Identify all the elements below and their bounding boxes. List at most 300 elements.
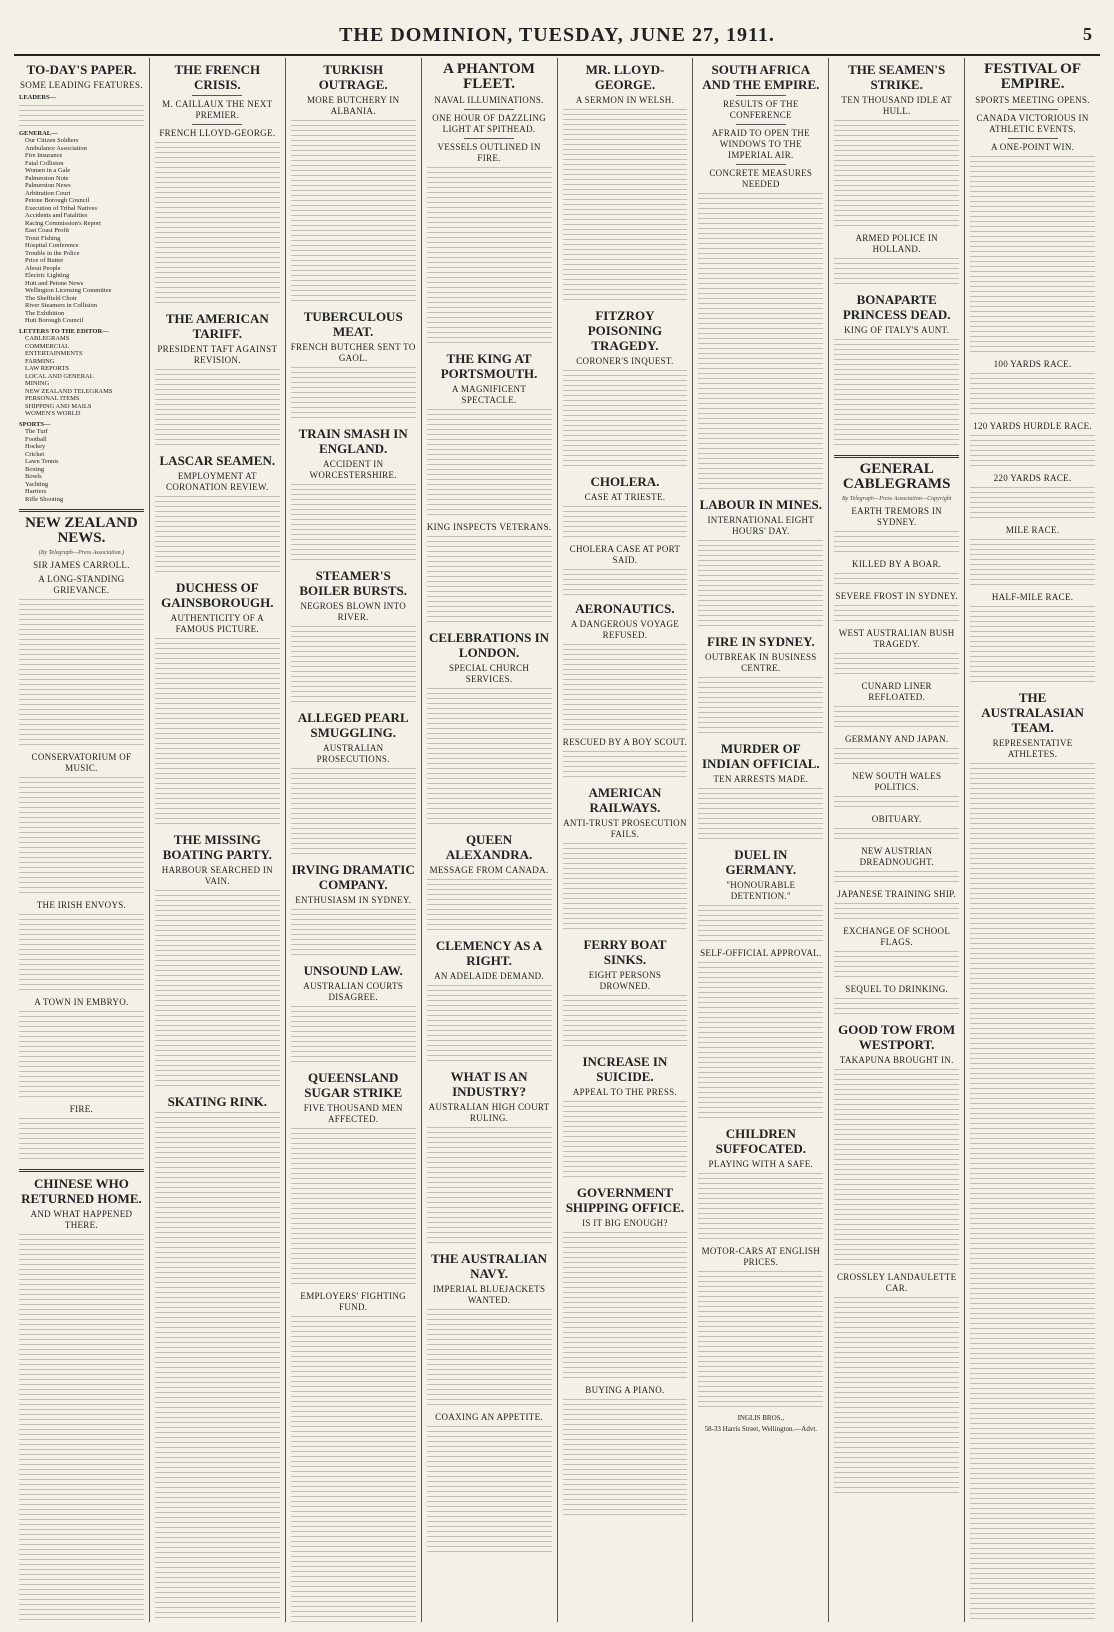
col2-boating-sub: HARBOUR SEARCHED IN VAIN. [161, 865, 273, 886]
article-text [427, 167, 552, 347]
index-item-label: Trout Fishing [25, 234, 61, 242]
index-item [19, 287, 144, 295]
article-text [563, 843, 688, 933]
col5-rescued: RESCUED BY A BOY SCOUT. [562, 737, 688, 747]
index-item-label: Wellington Licensing Committee [25, 287, 112, 294]
column-6 [693, 58, 829, 1622]
article-text [155, 142, 280, 307]
col4-heading: A PHANTOM FLEET. [443, 61, 535, 92]
col6-motor: MOTOR-CARS AT ENGLISH PRICES. [701, 1246, 821, 1267]
index-section [19, 365, 144, 373]
index-section [19, 388, 144, 396]
article-text [698, 788, 823, 843]
article-text [834, 120, 959, 230]
col4-veterans: KING INSPECTS VETERANS. [426, 522, 552, 532]
col4-services: SPECIAL CHURCH SERVICES. [448, 663, 530, 684]
rule [192, 124, 242, 125]
index-item-label: Our Citizen Soldiers [25, 137, 79, 144]
article-text [970, 606, 1095, 686]
index-item [19, 250, 144, 258]
masthead-title: THE DOMINION, TUESDAY, JUNE 27, 1911. [339, 23, 775, 46]
article-text [427, 409, 552, 519]
leaders-text [19, 105, 144, 127]
index-item-label: Fatal Collision [25, 159, 64, 167]
article-text [563, 1101, 688, 1181]
index-item-label: River Steamers in Collision [25, 302, 98, 309]
index-item [19, 302, 144, 310]
col4-message: MESSAGE FROM CANADA. [429, 865, 549, 875]
column-5 [558, 58, 694, 1622]
rule [1008, 109, 1058, 110]
index-section-label: WOMEN'S WORLD [25, 410, 81, 417]
nz-town: A TOWN IN EMBRYO. [34, 997, 129, 1007]
col5-rail-sub: ANTI-TRUST PROSECUTION FAILS. [563, 818, 687, 839]
page-number: 5 [1083, 24, 1092, 44]
index-section-label: LOCAL AND GENERAL [25, 372, 94, 380]
article-text [155, 496, 280, 576]
article-text [291, 626, 416, 706]
index-item-label: The Sheffield Choir [25, 294, 77, 302]
col6-sub2: AFRAID TO OPEN THE WINDOWS TO THE IMPERIAL AIR. [711, 128, 810, 160]
col7-bonaparte-sub: KING OF ITALY'S AUNT. [844, 325, 950, 335]
index-section-label: MINING [25, 380, 50, 387]
rule [464, 138, 514, 139]
article-text [427, 536, 552, 626]
index-item [19, 137, 144, 145]
index-section [19, 380, 144, 388]
index-item [19, 152, 144, 160]
col4-celebrations: CELEBRATIONS IN LONDON. [429, 630, 550, 660]
col5-cholera-sub: CASE AT TRIESTE. [584, 492, 666, 502]
article-text [698, 540, 823, 630]
article-text [19, 1118, 144, 1163]
index-sport-label: Football [25, 435, 47, 443]
index-item [19, 175, 144, 183]
col1-heading: TO-DAY'S PAPER. [26, 62, 137, 77]
col8-hurdle: 120 YARDS HURDLE RACE. [973, 421, 1092, 431]
col7-crossley: CROSSLEY LANDAULETTE CAR. [836, 1272, 957, 1293]
col6-fire: FIRE IN SYDNEY. [707, 634, 815, 649]
col4-navy-sub: IMPERIAL BLUEJACKETS WANTED. [432, 1284, 546, 1305]
col5-port-said: CHOLERA CASE AT PORT SAID. [569, 544, 681, 565]
col3-steamer: STEAMER'S BOILER BURSTS. [299, 568, 408, 598]
col6-duel: DUEL IN GERMANY. [725, 847, 797, 877]
nz-fire: FIRE. [69, 1104, 94, 1114]
column-3 [286, 58, 422, 1622]
index-item-label: The Exhibition [25, 309, 65, 317]
chinese-heading: CHINESE WHO RETURNED HOME. [21, 1176, 142, 1206]
article-text [834, 605, 959, 625]
article-text [698, 1173, 823, 1243]
index-sport-label: Cricket [25, 450, 45, 458]
article-text [698, 905, 823, 945]
col3-unsound-sub: AUSTRALIAN COURTS DISAGREE. [303, 981, 404, 1002]
col4-adelaide: AN ADELAIDE DEMAND. [434, 971, 545, 981]
article-text [427, 1426, 552, 1556]
index-item [19, 212, 144, 220]
col7-general-byline: By Telegraph—Press Association—Copyright [841, 496, 952, 502]
col4-industry-sub: AUSTRALIAN HIGH COURT RULING. [428, 1102, 550, 1123]
index-section [19, 350, 144, 358]
article-text [563, 370, 688, 470]
nz-irish: THE IRISH ENVOYS. [36, 900, 127, 910]
article-text [834, 653, 959, 678]
rule [736, 164, 786, 165]
index-item [19, 145, 144, 153]
col7-tow: GOOD TOW FROM WESTPORT. [838, 1022, 956, 1052]
index-item [19, 190, 144, 198]
col5-suicide-sub: APPEAL TO THE PRESS. [572, 1087, 678, 1097]
article-text [834, 339, 959, 449]
col3-tuber: TUBERCULOUS MEAT. [303, 309, 403, 339]
col7-exchange: EXCHANGE OF SCHOOL FLAGS. [843, 926, 951, 947]
article-text [291, 1128, 416, 1288]
index-item-label: Arbitration Court [25, 189, 71, 197]
article-text [427, 985, 552, 1065]
col2-boating: THE MISSING BOATING PARTY. [162, 832, 272, 862]
col2-lascar: LASCAR SEAMEN. [159, 453, 276, 468]
index-item [19, 167, 144, 175]
column-7 [829, 58, 965, 1622]
col7-nsw: NEW SOUTH WALES POLITICS. [852, 771, 942, 792]
index-sport [19, 443, 144, 451]
index-sport-label: Harriers [25, 488, 47, 495]
col4-sub2: ONE HOUR OF DAZZLING LIGHT AT SPITHEAD. [432, 113, 546, 134]
index-sport-label: Lawn Tennis [25, 458, 59, 465]
rule [464, 109, 514, 110]
article-text [291, 484, 416, 564]
col2-heading: THE FRENCH CRISIS. [174, 62, 261, 92]
index-item [19, 295, 144, 303]
divider [19, 509, 144, 512]
col5-fitzroy: FITZROY POISONING TRAGEDY. [587, 308, 663, 353]
column-8 [965, 58, 1100, 1622]
index-group-sports: SPORTS— [19, 420, 51, 428]
col4-king-sub: A MAGNIFICENT SPECTACLE. [451, 384, 527, 405]
index-section-label: SHIPPING AND MAILS [25, 402, 92, 410]
index-sport [19, 466, 144, 474]
index-section-label: COMMERCIAL [25, 342, 70, 350]
index-item-label: Accidents and Fatalities [25, 212, 88, 219]
article-text [563, 109, 688, 304]
index-item-label: Petone Borough Council [25, 197, 90, 204]
col6-heading: SOUTH AFRICA AND THE EMPIRE. [702, 62, 820, 92]
article-text [427, 688, 552, 828]
col5-cholera: CHOLERA. [590, 474, 660, 489]
article-text [698, 677, 823, 737]
index-item-label: About People [25, 264, 61, 272]
col6-labour-sub: INTERNATIONAL EIGHT HOURS' DAY. [707, 515, 815, 536]
col4-sub1: NAVAL ILLUMINATIONS. [434, 95, 544, 105]
col6-murder: MURDER OF INDIAN OFFICIAL. [701, 741, 820, 771]
index-section [19, 358, 144, 366]
article-text [19, 1234, 144, 1622]
col5-ferry-sub: EIGHT PERSONS DROWNED. [588, 970, 662, 991]
col3-train-sub: ACCIDENT IN WORCESTERSHIRE. [309, 459, 397, 480]
index-item [19, 317, 144, 325]
nz-carroll: SIR JAMES CARROLL. [33, 560, 130, 570]
advert-name: INGLIS BROS., [737, 1414, 785, 1422]
col2-tariff-sub: PRESIDENT TAFT AGAINST REVISION. [157, 344, 278, 365]
article-text [155, 369, 280, 449]
col7-heading: THE SEAMEN'S STRIKE. [848, 62, 946, 92]
col3-steamer-sub: NEGROES BLOWN INTO RIVER. [300, 601, 407, 622]
col7-bonaparte: BONAPARTE PRINCESS DEAD. [842, 292, 951, 322]
col5-sub1: A SERMON IN WELSH. [575, 95, 675, 105]
index-item [19, 160, 144, 168]
nz-conservatorium: CONSERVATORIUM OF MUSIC. [31, 752, 132, 773]
col5-heading: MR. LLOYD-GEORGE. [585, 62, 665, 92]
col3-fighting: EMPLOYERS' FIGHTING FUND. [300, 1291, 406, 1312]
index-sport-label: Boxing [25, 465, 45, 473]
index-item-label: Palmerston News [25, 182, 71, 189]
col2-tariff: THE AMERICAN TARIFF. [165, 311, 269, 341]
col4-clemency: CLEMENCY AS A RIGHT. [435, 938, 543, 968]
col4-navy: THE AUSTRALIAN NAVY. [431, 1251, 548, 1281]
article-text [834, 828, 959, 843]
index-section [19, 373, 144, 381]
article-text [563, 506, 688, 541]
col8-team-sub: REPRESENTATIVE ATHLETES. [992, 738, 1073, 759]
index-item [19, 280, 144, 288]
nz-grievance: A LONG-STANDING GRIEVANCE. [38, 574, 125, 595]
index-item-label: East Coast Profit [25, 227, 70, 234]
col3-pearl-sub: AUSTRALIAN PROSECUTIONS. [316, 743, 390, 764]
col7-bush: WEST AUSTRALIAN BUSH TRAGEDY. [838, 628, 955, 649]
col5-suicide: INCREASE IN SUICIDE. [582, 1054, 668, 1084]
index-section [19, 395, 144, 403]
article-text [563, 644, 688, 734]
index-sport [19, 436, 144, 444]
col2-sub1: M. CAILLAUX THE NEXT PREMIER. [162, 99, 273, 120]
column-4 [422, 58, 558, 1622]
col5-aero-sub: A DANGEROUS VOYAGE REFUSED. [570, 619, 680, 640]
index-item [19, 197, 144, 205]
col7-obituary: OBITUARY. [871, 814, 922, 824]
index-item-label: Electric Lighting [25, 272, 70, 279]
article-text [970, 487, 1095, 522]
col7-training: JAPANESE TRAINING SHIP. [837, 889, 957, 899]
index-item-label: Hutt and Petone News [25, 279, 84, 287]
col3-sugar-sub: FIVE THOUSAND MEN AFFECTED. [303, 1103, 403, 1124]
index-sport [19, 458, 144, 466]
index-sport [19, 496, 144, 504]
index-group-leaders: LEADERS— [19, 94, 57, 101]
col6-children-sub: PLAYING WITH A SAFE. [708, 1159, 814, 1169]
col3-pearl: ALLEGED PEARL SMUGGLING. [297, 710, 409, 740]
col8-sub3: A ONE-POINT WIN. [990, 142, 1075, 152]
col7-tow-sub: TAKAPUNA BROUGHT IN. [839, 1055, 954, 1065]
index-sport-label: Rifle Shooting [25, 495, 64, 503]
col2-lascar-sub: EMPLOYMENT AT CORONATION REVIEW. [166, 471, 269, 492]
col7-police: ARMED POLICE IN HOLLAND. [855, 233, 938, 254]
article-text [834, 573, 959, 588]
article-text [834, 951, 959, 981]
index-sport-label: The Turf [25, 428, 48, 435]
index-item-label: Trouble in the Police [25, 249, 80, 257]
article-text [834, 1069, 959, 1269]
col8-sub1: SPORTS MEETING OPENS. [975, 95, 1090, 105]
article-text [834, 706, 959, 731]
col8-mile: MILE RACE. [1005, 525, 1060, 535]
index-section [19, 410, 144, 418]
col6-duel-sub2: SELF-OFFICIAL APPROVAL. [700, 948, 822, 958]
article-text [834, 903, 959, 923]
columns [14, 58, 1100, 1622]
article-text [291, 909, 416, 959]
rule [192, 95, 242, 96]
rule [736, 95, 786, 96]
article-text [970, 435, 1095, 470]
sports-list [19, 428, 144, 503]
article-text [834, 998, 959, 1018]
index-item-label: Fire Insurance [25, 152, 63, 159]
index-item [19, 227, 144, 235]
article-text [834, 748, 959, 768]
index-group-general: GENERAL— [19, 129, 58, 137]
article-text [427, 1127, 552, 1247]
col7-general: GENERAL CABLEGRAMS [842, 461, 951, 492]
index-section-label: LAW REPORTS [25, 365, 69, 372]
col6-duel-sub: "HONOURABLE DETENTION." [726, 880, 796, 901]
index-item-label: Women in a Gale [25, 167, 71, 174]
col2-duchess-sub: AUTHENTICITY OF A FAMOUS PICTURE. [170, 613, 264, 634]
index-item-label: Hutt Borough Council [25, 317, 84, 324]
masthead [14, 16, 1100, 56]
article-text [834, 796, 959, 811]
col7-dread: NEW AUSTRIAN DREADNOUGHT. [859, 846, 934, 867]
col6-murder-sub: TEN ARRESTS MADE. [713, 774, 809, 784]
col7-earth: EARTH TREMORS IN SYDNEY. [851, 506, 942, 527]
contents-index [19, 94, 144, 503]
article-text [19, 777, 144, 897]
col8-sub2: CANADA VICTORIOUS IN ATHLETIC EVENTS. [976, 113, 1089, 134]
divider [834, 455, 959, 458]
index-item [19, 265, 144, 273]
index-item [19, 182, 144, 190]
col8-team: THE AUSTRALASIAN TEAM. [981, 690, 1084, 735]
index-section-label: FARMING [25, 357, 55, 365]
index-item [19, 235, 144, 243]
index-section-label: NEW ZEALAND TELEGRAMS [25, 387, 113, 395]
col7-cunard: CUNARD LINER REFLOATED. [861, 681, 932, 702]
rule [1008, 138, 1058, 139]
col7-sequel: SEQUEL TO DRINKING. [845, 984, 949, 994]
col5-govt-sub: IS IT BIG ENOUGH? [582, 1218, 668, 1228]
article-text [970, 156, 1095, 356]
index-item-label: Price of Butter [25, 257, 64, 264]
col3-irving-sub: ENTHUSIASM IN SYDNEY. [295, 895, 412, 905]
article-text [155, 1112, 280, 1622]
article-text [970, 373, 1095, 418]
nz-news-heading: NEW ZEALAND NEWS. [25, 515, 138, 546]
general-list [19, 137, 144, 325]
rule [736, 124, 786, 125]
article-text [834, 1297, 959, 1497]
col3-tuber-sub: FRENCH BUTCHER SENT TO GAOL. [290, 342, 416, 363]
col7-germany: GERMANY AND JAPAN. [844, 734, 949, 744]
index-section [19, 343, 144, 351]
article-text [155, 890, 280, 1090]
article-text [291, 1316, 416, 1622]
article-text [19, 914, 144, 994]
divider [19, 1169, 144, 1172]
index-item [19, 205, 144, 213]
article-text [19, 1011, 144, 1101]
article-text [970, 539, 1095, 589]
col3-unsound: UNSOUND LAW. [303, 963, 403, 978]
article-text [291, 120, 416, 305]
article-text [834, 871, 959, 886]
col3-irving: IRVING DRAMATIC COMPANY. [291, 862, 415, 892]
column-2 [150, 58, 286, 1622]
col8-half: HALF-MILE RACE. [991, 592, 1074, 602]
col6-fire-sub: OUTBREAK IN BUSINESS CENTRE. [705, 652, 817, 673]
article-text [291, 1006, 416, 1066]
col4-appetite: COAXING AN APPETITE. [435, 1412, 543, 1422]
article-text [834, 531, 959, 556]
col2-skating: SKATING RINK. [167, 1094, 268, 1109]
index-item [19, 220, 144, 228]
col4-industry: WHAT IS AN INDUSTRY? [450, 1069, 528, 1099]
index-group-letters: LETTERS TO THE EDITOR— [19, 327, 109, 335]
article-text [155, 638, 280, 828]
index-sport-label: Hockey [25, 443, 46, 450]
article-text [698, 193, 823, 493]
advert-address: 58-33 Harris Street, Wellington.—Advt. [704, 1425, 818, 1433]
col3-heading: TURKISH OUTRAGE. [318, 62, 388, 92]
sections-list [19, 335, 144, 418]
col5-govt: GOVERNMENT SHIPPING OFFICE. [565, 1185, 685, 1215]
col4-sub3: VESSELS OUTLINED IN FIRE. [437, 142, 541, 163]
index-item-label: Execution of Tribal Natives [25, 204, 98, 212]
article-text [698, 1271, 823, 1411]
col5-rail: AMERICAN RAILWAYS. [588, 785, 662, 815]
index-section [19, 335, 144, 343]
col2-duchess: DUCHESS OF GAINSBOROUGH. [161, 580, 274, 610]
article-text [563, 1232, 688, 1382]
col5-fitzroy-sub: CORONER'S INQUEST. [576, 356, 674, 366]
index-sport [19, 451, 144, 459]
index-sport [19, 488, 144, 496]
index-item-label: Palmerston Note [25, 174, 69, 182]
index-item [19, 242, 144, 250]
col4-king: THE KING AT PORTSMOUTH. [440, 351, 538, 381]
index-section-label: CABLEGRAMS [25, 335, 70, 342]
col7-sub1: TEN THOUSAND IDLE AT HULL. [841, 95, 952, 116]
article-text [563, 995, 688, 1050]
col3-train: TRAIN SMASH IN ENGLAND. [298, 426, 408, 456]
article-text [563, 751, 688, 781]
index-item [19, 272, 144, 280]
article-text [834, 258, 959, 288]
index-item [19, 257, 144, 265]
col6-sub3: CONCRETE MEASURES NEEDED [709, 168, 813, 189]
col3-sugar: QUEENSLAND SUGAR STRIKE [304, 1070, 403, 1100]
index-item-label: Racing Commission's Report [25, 219, 101, 227]
nz-news-byline: (By Telegraph—Press Association.) [38, 550, 125, 556]
index-section [19, 403, 144, 411]
col6-sub1: RESULTS OF THE CONFERENCE [722, 99, 799, 120]
chinese-sub: AND WHAT HAPPENED THERE. [30, 1209, 133, 1230]
index-sport [19, 481, 144, 489]
col5-aero: AERONAUTICS. [575, 601, 675, 616]
article-text [291, 768, 416, 858]
index-sport-label: Yachting [25, 480, 49, 488]
col6-children: CHILDREN SUFFOCATED. [715, 1126, 807, 1156]
index-sport [19, 473, 144, 481]
index-section-label: ENTERTAINMENTS [25, 350, 83, 357]
